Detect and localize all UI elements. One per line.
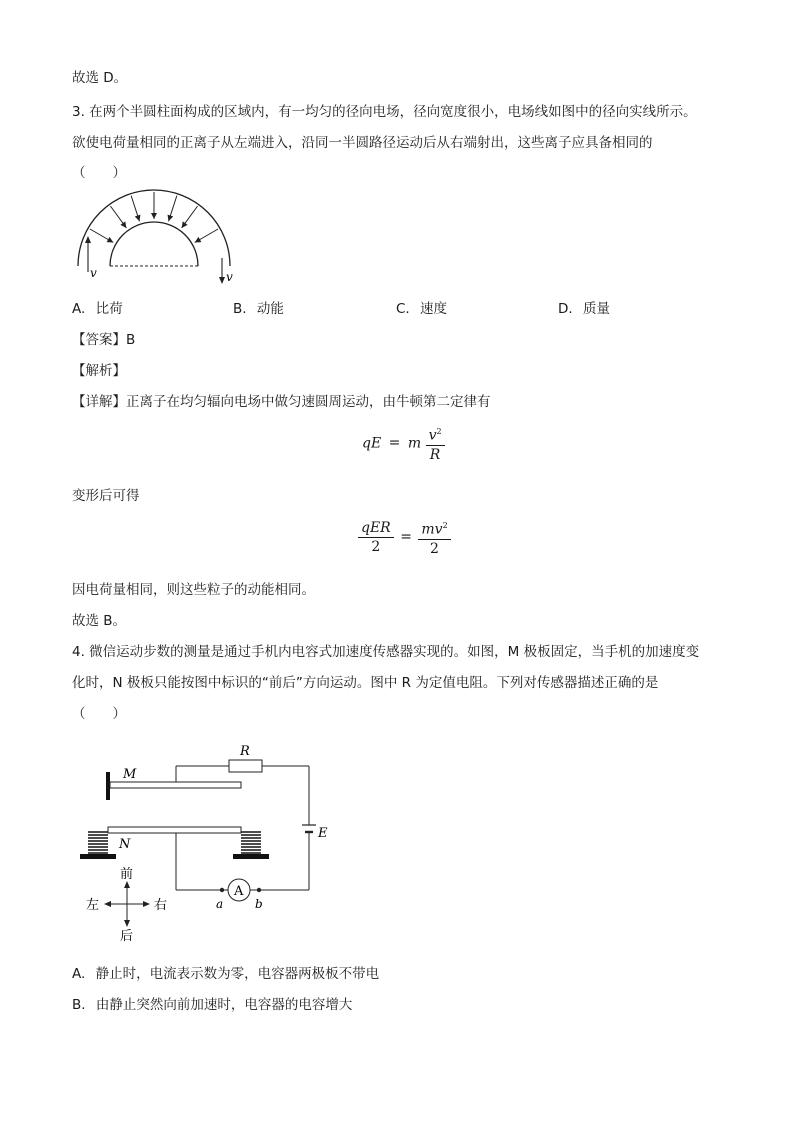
eq1-fraction <box>426 424 445 463</box>
prev-conclusion: 故选 D。 <box>72 70 128 86</box>
field-arrowhead-4 <box>168 215 174 222</box>
q3-semicircle-field-figure <box>72 180 242 290</box>
eq2-num-left: qER <box>358 520 394 538</box>
eq1-equals: = <box>388 435 401 452</box>
q3-v-right-label: v <box>226 270 233 284</box>
q4-option-a[interactable] <box>72 962 379 982</box>
label-A: A <box>234 884 244 899</box>
q3-transform-text: 变形后可得 <box>72 488 140 504</box>
q4-option-a-text: 静止时，电流表示数为零，电容器两极板不带电 <box>95 966 380 982</box>
eq2-right-fraction <box>418 518 450 557</box>
q3-answer-tag: 【答案】 <box>72 332 126 348</box>
q3-option-b[interactable] <box>233 297 284 317</box>
q3-option-b-letter: B. <box>233 301 247 317</box>
dir-front: 前 <box>120 867 134 882</box>
q3-conclusion-text: 因电荷量相同，则这些粒子的动能相同。 <box>72 582 315 598</box>
q4-option-b[interactable] <box>72 993 352 1013</box>
eq2-num-right: mv <box>421 521 443 538</box>
right-spring <box>241 832 261 853</box>
label-R: R <box>240 744 250 759</box>
q3-option-d-text: 质量 <box>582 301 610 317</box>
eq2-den-left: 2 <box>371 538 381 555</box>
field-arrowhead-3 <box>151 213 157 219</box>
q3-option-a[interactable] <box>72 297 123 317</box>
q4-bracket: （ ） <box>72 706 126 722</box>
label-E: E <box>318 826 328 841</box>
left-spring <box>88 832 108 853</box>
q3-detail-line <box>72 390 491 410</box>
label-b: b <box>255 897 263 911</box>
eq1-den: R <box>429 446 441 463</box>
label-N: N <box>119 837 131 852</box>
q3-option-a-text: 比荷 <box>95 301 123 317</box>
q4-option-b-letter: B. <box>72 997 86 1013</box>
eq1-num: v <box>428 427 437 444</box>
dir-right: 右 <box>154 898 168 913</box>
q3-answer-value: B <box>126 332 136 348</box>
q3-option-b-text: 动能 <box>256 301 284 317</box>
q4-capacitor-circuit-figure <box>72 740 342 945</box>
right-base <box>233 854 269 859</box>
q3-detail-text: 正离子在均匀辐向电场中做匀速圆周运动，由牛顿第二定律有 <box>126 394 491 410</box>
q4-option-a-letter: A. <box>72 966 86 982</box>
q3-answer-line <box>72 328 135 348</box>
q3-option-a-letter: A. <box>72 301 86 317</box>
q3-equation-1 <box>362 424 445 463</box>
q3-final: 故选 B。 <box>72 613 127 629</box>
q4-stem-line2: 化时，N 极板只能按图中标识的“前后”方向运动。图中 R 为定值电阻。下列对传感器描述正确的是 <box>72 675 659 691</box>
q3-option-d-letter: D. <box>558 301 573 317</box>
eq1-sup: 2 <box>436 427 442 436</box>
dir-back: 后 <box>120 929 134 944</box>
q3-analysis-tag: 【解析】 <box>72 363 126 379</box>
q3-option-c-text: 速度 <box>420 301 448 317</box>
q3-detail-tag: 【详解】 <box>72 394 126 410</box>
label-M: M <box>123 767 137 782</box>
q4-option-b-text: 由静止突然向前加速时，电容器的电容增大 <box>95 997 353 1013</box>
eq1-m: m <box>407 435 422 452</box>
q3-stem-line2: 欲使电荷量相同的正离子从左端进入，沿同一半圆路径运动后从右端射出，这些离子应具备相同的 <box>72 135 653 151</box>
label-a: a <box>216 897 224 911</box>
q3-option-d[interactable] <box>558 297 610 317</box>
eq2-sup: 2 <box>442 521 448 530</box>
q3-option-c[interactable] <box>396 297 447 317</box>
field-arrowhead-2 <box>135 215 141 222</box>
field-arrowhead-5 <box>182 221 188 228</box>
q4-stem-line1: 4. 微信运动步数的测量是通过手机内电容式加速度传感器实现的。如图，M 极板固定，当手机的加速度变 <box>72 644 700 660</box>
field-arrowhead-1 <box>120 221 126 228</box>
q3-option-c-letter: C. <box>396 301 410 317</box>
eq1-lhs: qE <box>362 435 382 452</box>
q3-stem-line1: 3. 在两个半圆柱面构成的区域内，有一均匀的径向电场，径向宽度很小，电场线如图中的径向实线所示。 <box>72 104 697 120</box>
eq2-left-fraction <box>358 520 394 555</box>
direction-cross <box>104 881 150 927</box>
resistor-R <box>229 760 262 772</box>
eq2-den-right: 2 <box>430 540 439 557</box>
q3-bracket: （ ） <box>72 165 126 181</box>
q3-v-left-label: v <box>90 266 97 280</box>
left-base <box>80 854 116 859</box>
q3-equation-2 <box>358 518 451 557</box>
dir-left: 左 <box>86 898 100 913</box>
eq2-equals: = <box>400 529 412 546</box>
